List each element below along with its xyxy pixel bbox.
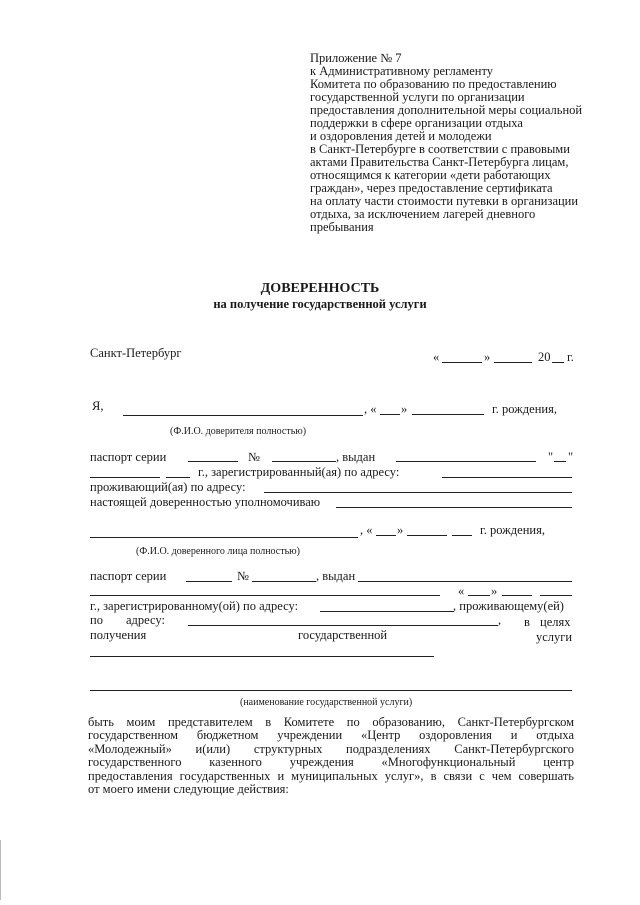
date-open-quote: « [433,350,440,364]
passport2-comma: , [498,613,502,627]
passport2-issue-day-field[interactable] [468,595,490,596]
principal-birth-month-field[interactable] [412,414,484,415]
purpose-polucheniya-label: получения [90,628,147,642]
authorize-label: настоящей доверенностью уполномочиваю [90,495,321,509]
passport1-number-label: № [248,450,260,464]
passport1-issued-label: , выдан [336,450,376,464]
appendix-line: на оплату части стоимости путевки в организации [310,194,579,208]
passport2-quote-open: « [458,584,465,598]
appendix-line: Приложение № 7 [310,51,402,65]
appendix-line: относящимся к категории «дети работающих [310,168,551,182]
proxy-name-field[interactable] [90,537,358,538]
passport1-quote-open: " [548,450,554,464]
service-caption: (наименование государственной услуги) [240,697,413,708]
appendix-line: государственной услуги по организации [310,90,525,104]
paragraph-line: государственного казенного учреждения «Многофункциональный центр [88,755,574,770]
date-year-field[interactable] [552,362,564,363]
passport2-registered-field[interactable] [320,611,454,612]
appendix-line: в Санкт-Петербурге в соответствии с правовыми [310,142,570,156]
appendix-line: к Административному регламенту [310,64,494,78]
passport2-number-field[interactable] [252,581,316,582]
date-month-field[interactable] [494,362,532,363]
passport2-issued-label: , выдан [316,569,356,583]
appendix-line: предоставления дополнительной меры социальной [310,103,583,117]
proxy-birth-year-field[interactable] [452,535,472,536]
principal-name-field[interactable] [123,415,363,416]
document-subtitle: на получение государственной услуги [213,297,427,311]
appendix-line: актами Правительства Санкт-Петербурга лицам, [310,155,569,169]
passport2-living-field[interactable] [188,625,498,626]
passport1-series-label: паспорт серии [90,450,167,464]
passport1-quote-close: " [568,450,574,464]
purpose-gosudarstvennoy-label: государственной [298,628,388,642]
proxy-birth-month-field[interactable] [407,535,447,536]
appendix-line: граждан», через предоставление сертификата [310,181,553,195]
paragraph-line: предоставления государственных и муниципальных услуг», в связи с чем совершать [88,768,574,783]
passport1-issue-day-field[interactable] [554,461,566,462]
scan-edge-mark [0,840,1,900]
proxy-caption: (Ф.И.О. доверенного лица полностью) [136,546,300,557]
paragraph-line: от моего имени следующие действия: [88,782,289,797]
passport1-series-field[interactable] [188,461,238,462]
passport2-issue-month-field[interactable] [502,595,532,596]
passport1-registered-field[interactable] [442,477,572,478]
date-year-prefix: 20 [538,350,551,364]
document-title: ДОВЕРЕННОСТЬ [260,281,380,296]
passport2-series-label: паспорт серии [90,569,167,583]
principal-caption: (Ф.И.О. доверителя полностью) [170,426,307,437]
proxy-name-field-top[interactable] [336,507,572,508]
passport2-v-label: в [524,615,530,629]
passport2-series-field[interactable] [186,581,232,582]
date-close-quote: » [484,350,491,364]
authorization-paragraph [88,716,574,796]
appendix-line: и оздоровления детей и молодежи [310,129,492,143]
principal-birth-day-field[interactable] [380,414,400,415]
passport2-tselyakh-label: целях [540,615,571,629]
paragraph-line: государственном бюджетном учреждении «Центр оздоровления и отдыха [88,728,574,743]
appendix-line: пребывания [310,220,374,234]
passport2-address-label: адресу: [126,613,165,627]
passport1-issued-field[interactable] [396,461,536,462]
passport1-living-field[interactable] [264,492,572,493]
service-name-field-1[interactable] [90,656,434,657]
passport2-living-label: , проживающему(ей) [453,599,564,613]
proxy-comma-quote: , « [360,523,373,537]
date-year-suffix: г. [567,350,574,364]
passport2-registered-label: г., зарегистрированному(ой) по адресу: [90,599,299,613]
appendix-line: поддержки в сфере организации отдыха [310,116,523,130]
passport1-number-field[interactable] [272,461,336,462]
principal-close-quote: » [401,402,408,416]
purpose-uslugi-label: услуги [536,630,573,644]
principal-pronoun: Я, [92,399,104,413]
appendix-line: Комитета по образованию по предоставлению [310,77,557,91]
passport2-issued-field[interactable] [358,581,572,582]
passport2-issued-field-cont[interactable] [90,595,440,596]
proxy-birth-label: г. рождения, [480,523,545,537]
appendix-header [310,52,600,234]
date-day-field[interactable] [442,362,482,363]
passport1-issue-year-field[interactable] [166,477,190,478]
paragraph-line: «Молодежный» и(или) структурных подразделениях Санкт-Петербургского [88,741,574,756]
passport2-issue-year-field[interactable] [540,595,572,596]
paragraph-line: быть моим представителем в Комитете по образованию, Санкт-Петербургском [88,715,574,729]
passport2-number-label: № [237,569,249,583]
place-label: Санкт-Петербург [90,346,182,360]
proxy-birth-day-field[interactable] [376,535,396,536]
proxy-close-quote: » [397,523,404,537]
passport1-registered-label: г., зарегистрированный(ая) по адресу: [198,465,400,479]
appendix-line: отдыха, за исключением лагерей дневного [310,207,536,221]
passport2-quote-close: » [491,584,498,598]
passport1-issue-month-field[interactable] [90,477,160,478]
passport2-po-label: по [90,613,103,627]
principal-birth-label: г. рождения, [492,402,557,416]
service-name-field-2[interactable] [90,690,572,691]
passport1-living-label: проживающий(ая) по адресу: [90,480,246,494]
principal-comma-quote: , « [364,402,377,416]
